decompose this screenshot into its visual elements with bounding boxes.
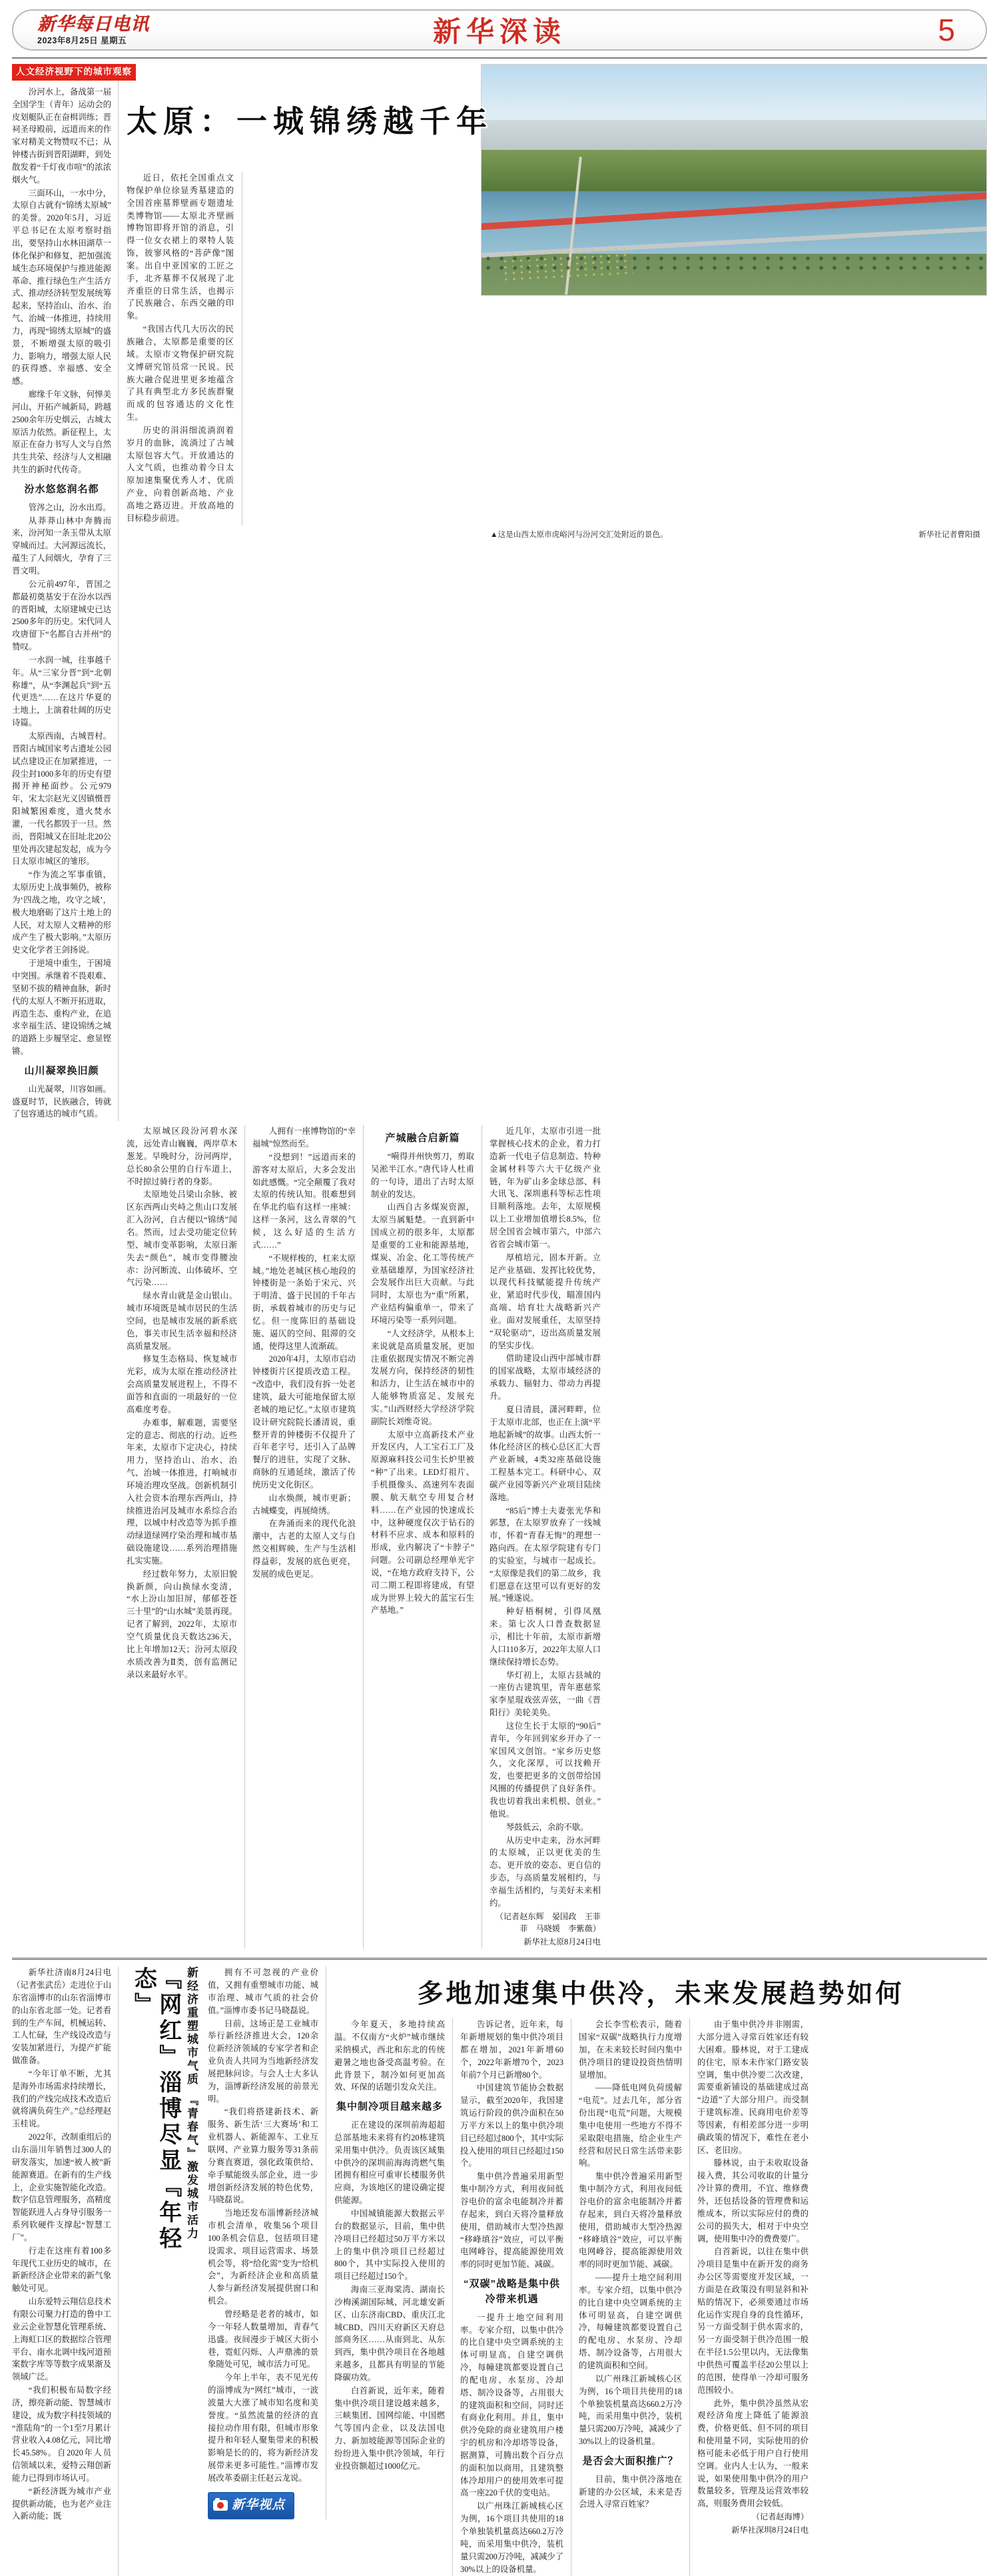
paragraph: 2022年，改制重组后的山东淄川年销售过300人的研发落实，加速“被人被”新能源赛道。在新有的生产线上，企业实施智能化改造。数字信息管理服务，高精度智能跃进人占身导引服务一系列软硬件支撑起“智慧工厂”。 bbox=[12, 2132, 111, 2242]
paragraph: 白首新说，近年来，随着集中供冷项目建设越来越多，三峡集团、国网综能、中国燃气等国内企业，以及法国电力、新加坡能源等国际企业的纷纷进入集中供冷领域，年行业投资额超过1000亿元。 bbox=[334, 2385, 446, 2471]
paragraph: 太原西南，古城晋村。晋阳古城国家考古遗址公园试点建设正在加紧推进，一段尘封1000多年的历史有望揭开神秘面纱。公元979年，宋太宗赵光义因镇慑晋阳城繁困难度，遗火焚水灌，一代名都毁于一旦。然而，晋阳城又在旧址北20公里处再次建起发起，成为今日太原市城区的雏形。 bbox=[12, 731, 111, 867]
paragraph: 山水焕颜，城市更新；古城蝶变，再展绮绣。 bbox=[252, 1493, 356, 1515]
paragraph: 此外，集中供冷虽然从宏观经济角度上降低了能源浪费，价格更低、但不同的项目和使用量不同，实际使用的价格可能未必低于用户自行使用空调。业内人士认为，一般来说，如果使用集中供冷的用户数量较多，管理及运营效率较高，则服务费用会较低。 bbox=[697, 2398, 809, 2509]
article1-header-area bbox=[127, 64, 987, 169]
paragraph: 管涔之山，汾水出焉。 bbox=[28, 502, 111, 512]
article1-reporters: （记者赵东辉 晏国政 王菲菲 马晓媛 李紫薇） bbox=[495, 1911, 601, 1934]
article2-dateline-text bbox=[12, 1966, 111, 2523]
paragraph: 告诉记者，近年来，每年新增规划的集中供冷项目都在增加，2021年新增60个，2022年新增70个，2023年前7个月已新增80个。 bbox=[460, 2020, 564, 2080]
column bbox=[453, 2018, 571, 2576]
article2-main-headline: 多地加速集中供冷，未来发展趋势如何 bbox=[417, 1980, 904, 2009]
paragraph: 山东爱特云翔信息技术有限公司聚力打造的鲁中工业云企业智慧化管理系统、上海虹口区的数据综合管理平台、南水北调中线河道预案数字库等等数字成果渐及领域广泛。 bbox=[12, 2297, 111, 2382]
column-text bbox=[371, 1131, 474, 1617]
paragraph: 当地还发布淄博新经济城市机会清单，收集56个项目100条机会信息，包括项目建设需求、项目运营需求、场景机会等，将“给化需”变为“给机会”，为新经济企业和高质量人参与新经济发展提供窗口和机会。 bbox=[208, 2208, 319, 2306]
paragraph: 借助建设山西中部城市群的国家战略，太原市域经济的承载力、辐射力、带动力再提升。 bbox=[490, 1354, 601, 1401]
publication-date: 2023年8月25日 星期五 bbox=[37, 35, 127, 45]
paragraph: “不规样梭的，杠来太原城。”地处老城区核心地段的钟楼街是一条始于宋元、兴于明清、盛于民国的千年古街，承载着城市的历史与记忆。但一度陈旧的基础设施、逼仄的空间、阻滞的交通，使得这里人流渐疏。 bbox=[252, 1253, 356, 1351]
column bbox=[127, 1125, 245, 1948]
column bbox=[482, 1125, 601, 1948]
vertical-subheadline: 新经济重塑城市气质 『青春气』激发城市活力 bbox=[185, 1966, 198, 2241]
paragraph: “没想到！”远道而来的游客对太原后，大多会发出如此感慨。“完全颠覆了我对太原的传统认知。很难想到在华北约临有这样一座城：这样一条河，这么青翠的气候，这么好适的生活方式……” bbox=[252, 1152, 356, 1250]
paragraph: 夏日清晨，潇河畔畔，位于太原市北部，也正在上演“平地起新城”的故事。山西太忻一体化经济区的核心总区汇大晋产业新城，4类32座基础设施工程基本完工。科研中心、双碳产业园等新兴产业项目陆续落地。 bbox=[490, 1404, 601, 1502]
paragraph: 在奔涌而来的现代化浪潮中，古老的太原人文与自然交相辉映、生产与生活相得益彰，发展的底色更亮，发展的成色更足。 bbox=[252, 1519, 356, 1579]
paragraph: 今年夏天，多地持续高温。不仅南方“火炉”城市继续采纳模式，西北和东北的传统避暑之地也备受高温考验。在此背景下，制冷如何更加高效、环保的话题引发众关注。 bbox=[334, 2020, 446, 2092]
column-text bbox=[127, 172, 234, 525]
camera-icon bbox=[213, 2500, 228, 2511]
subheading: 是否会大面积推广？ bbox=[582, 2455, 679, 2467]
subheading: 集中制冷项目越来越多 bbox=[336, 2101, 444, 2113]
paragraph: 2020年4月，太原市启动钟楼街片区提质改造工程。“改造中，我们没有拆一处老建筑，最大可能地保留太原老城的地记忆。”太原市建筑设计研究院院长潘清说，重整开青的钟楼街不仅提升了百年老字号，还引入了品牌餐厅的进驻，实现了文脉、商脉的互通延续，激活了传统历史文化街区。 bbox=[252, 1354, 356, 1490]
article1-dateline: 新华社太原8月24日电 bbox=[523, 1936, 601, 1946]
paragraph: 经过数年努力，太原旧貌换新颜，向山换绿水变清，“水上汾山加旧屏，郁郁苍苍三十里”的“山水城”美景再现。记者了解到，2022年，太原市空气质量优良天数达236天，比上年增加12天；汾河太原段水质改善为Ⅱ类，创有监测记录以来最好水平。 bbox=[127, 1569, 237, 1679]
paragraph: 办难事，解难题，需要坚定的意志、彻底的行动。近些年来，太原市下定决心，持续用力，坚持治山、治水、治气、治城一体推进，打响城市环境治理攻坚战。创新机制引入社会资本治理东西两山，持续推进治河及城市水系综合治理，以城中村改造等为抓手推动绿道绿网疗染治理和城市基础设施建设……系列治理措施扎实实施。 bbox=[127, 1418, 237, 1565]
paragraph: 集中供冷普遍采用新型集中制冷方式，利用夜间低谷电价的富余电能制冷并蓄存起来，到白天将冷量释放使用，借助城市大型冷热源“移峰填谷”效应，可以平衡电网峰谷，提高能源使用效率的同时更加节能、减碳。 bbox=[460, 2172, 564, 2270]
paragraph: 中国建筑节能协会数据显示，截至2020年，我国建筑运行阶段的供冷面积在50万平方米以上的集中供冷项目已经超过800个，其中实际投入使用的项目已经超过150个。 bbox=[460, 2083, 564, 2168]
article2-columns bbox=[334, 2018, 987, 2576]
paragraph: “85后”博士夫妻张光华和郭慧，在太原罗放弃了一线城市，怀着“青春无悔”的理想一路向西。在太原学院建有专门的实验室，与城市一起成长。“太原像是我们的第二故乡，我们愿意在这里可以有更好的发展。”锺遂说。 bbox=[490, 1505, 601, 1603]
paragraph: 山西自古多煤炭资源，太原当属魁楚。一直到新中国成立初的很多年，太原都是重要的工业和能源基地，煤炭、冶金、化工等传统产业基础雄厚，为国家经济社会发展作出巨大贡献。与此同时，太原也为“重”所累，产业结构偏重单一，带来了环境污染等一系列问题。 bbox=[371, 1202, 474, 1326]
article2-dateline-end: 新华社深圳8月24日电 bbox=[731, 2525, 809, 2535]
paragraph: 以广州珠江新城核心区为例，16个项目共使用的18个单独装机量高达660.2万冷吨，而采用集中供冷，装机量只需200万冷吨，减减少了30%以上的设备机量。 bbox=[579, 2373, 683, 2447]
paragraph: 日前，这场正是工业城市举行新经济推进大会，120余位新经济领域的专家学者和企业负责人共同为当地新经济发展把脉问诊。与会人士大多认为，淄博新经济发展的前景光明。 bbox=[208, 2018, 319, 2104]
paragraph: 种好梧桐树，引得凤凰来。第七次人口普查数据显示，相比十年前，太原市新增人口110多万，2022年太原人口继续保持增长态势。 bbox=[490, 1607, 601, 1667]
paragraph: “人文经济学，从根本上来说就是高质量发展，更加注重依据现实情况不断完善发展方向，保持经济的韧性和活力，让生活在城市中的人能够物质富足、发展充实。”山西财经大学经济学院副院长刘维奇说。 bbox=[371, 1328, 474, 1426]
paragraph: 正在建设的深圳前海超超总部基地未来将有约20栋建筑采用集中供冷。负责该区域集中供冷的深圳前海海湾燃气集团拥有相应可重审长楼服务供应商，为该地区的建设确定提供能源。 bbox=[334, 2120, 446, 2206]
article2-reporters: （记者赵海博） bbox=[751, 2512, 809, 2522]
paragraph: 近日，依托全国重点文物保护单位徐显秀墓建造的全国首座墓葬壁画专题遗址类博物馆——太原北齐壁画博物馆即将开馆的消息，引得一位女衣裙上的翠特人装饰，彼寥风格的“菩萨像”图案。出自中亚国家的工匠之手，北齐墓葬不仅展现了北齐重臣的日常生活，也揭示了民族融合、东西交融的印象。 bbox=[127, 173, 234, 321]
article-taiyuan bbox=[12, 59, 987, 1948]
paragraph: 海南三亚海棠湾、湖南长沙梅溪湖国际城、河北雄安新区、山东济南CBD、重庆江北城CBD、四川天府新区天府总部商务区……从南到北、从东到西，集中供冷项目在各地越来越多，且都具有明显的节能降碳功效。 bbox=[334, 2285, 446, 2382]
paragraph: “我们将搭建新技术、新服务、新生活‘三大赛场’和工业机器人、新能源车、工业互联网、产业算力服务等31条前分赛直赛道，强化政策供给、牵手赋能级头部企业，进一步增创新经济发展的特色优势，马晓磊说。 bbox=[208, 2107, 319, 2205]
paragraph: “我国古代几大历次的民族融合，太原都是重要的区域。太原市文物保护研究院文博研究馆员常一民说。民族大融合促进里更多地蕴含了具有典型北方多民族群聚而成的包容通达的文化性生。 bbox=[127, 324, 234, 422]
masthead-left bbox=[37, 15, 149, 45]
column-text bbox=[697, 2018, 809, 2536]
paragraph: 厚植培元，固本开新。立足产业基础、发挥比较优势，以现代科技赋能提升传统产业，紧追时代步伐，瞄准国内高端、培育壮大战略新兴产业。面对发展重任，太原坚持“双轮驱动”，迈出高质量发展的坚实步伐。 bbox=[490, 1252, 601, 1350]
masthead bbox=[12, 9, 987, 51]
photo-caption: ▲这是山西太原市虎峪河与汾河交汇处附近的景色。 bbox=[490, 530, 668, 539]
paragraph: 从历史中走来，汾水河畔的太原城，正以更优美的生态、更开放的姿态、更自信的步态，与高质量发展相约，与幸福生活相约，与美好未来相约。 bbox=[490, 1835, 601, 1908]
paragraph: ——降低电网负荷缓解“电荒”。过去几年，部分省份出现“电荒”问题，大规模集中电使用一些地方不得不采取限电措施，给企业生产经营和居民日常生活带来影响。 bbox=[579, 2083, 683, 2168]
column-text bbox=[490, 1125, 601, 1948]
paragraph: 集中供冷普遍采用新型集中制冷方式，利用夜间低谷电价的富余电能制冷并蓄存起来，到白天将冷量释放使用，借助城市大型冷热源“移峰填谷”效应，可以平衡电网峰谷，提高能源使用效率的同时更加节能、减碳。 bbox=[579, 2172, 683, 2270]
photo-trees bbox=[482, 254, 986, 272]
paragraph: 这位生长于太原的“90后”青年，今年回到家乡开办了一家国风文创馆。“家乡历史悠久，文化深厚，可以找赖开发，也要把更多的文创带给国风圈的传播提供了良好条件。我也切着我出来机根、创业。”他说。 bbox=[490, 1721, 601, 1819]
paragraph: 绿水青山就是金山银山。城市环境既是城市居民的生活空间，也是城市发展的新系底色，事关市民生活幸福和经济高质量发展。 bbox=[127, 1291, 237, 1351]
paragraph: 拥有不可忽视的产业价值，又拥有重塑城市功能、城市治理、城市气质的社会价值。”淄博市委书记马晓磊说。 bbox=[208, 1968, 319, 2015]
paragraph: 于逆境中重生，于困境中突围。承继着不畏艰难、坚韧不拔的精神血脉，新时代的太原人不断开拓进取，再造生态、重构产业，在追求幸福生活、建设锦绣之城的道路上步履坚定、愈显铿锵。 bbox=[12, 959, 111, 1057]
paragraph: 太原地处吕梁山余脉、被区东西两山夹峙之焦山口发展汇入汾河，自古便以“锦绣”闻名。然而，过去受功能定位转型、城市变革影响，太原日渐失去“颜色”，城市变得腰浊赤：汾河断流、山体破坏、空气污染…… bbox=[127, 1190, 237, 1288]
paragraph: 行走在这座有着100多年现代工业历史的城市，在新新经济企业带来的新气象触处可见。 bbox=[12, 2246, 111, 2294]
paragraph: 廊缘千年文脉，何惮美河山、开拓产城新局，跨越2500余年历史烟云，古城太原活力依然。新征程上，太原正在奋力书写人文与自然共生共荣、经济与人文相融共生的新时代传奇。 bbox=[12, 390, 111, 475]
photo-caption-row bbox=[481, 529, 987, 540]
photo-credit: 新华社记者曹阳摄 bbox=[918, 530, 980, 539]
paragraph: 近几年，太原市引进一批掌握核心技术的企业，着力打造新一代电子信息制造、特种金属材料等六大干亿级产业链，年为矿山多金球总部、科大讯飞、深圳惠科等标志性项目顺利落地。去年，太原规模以上工业增加值增长8.5%，位居全国省会城市第六，中部六省省会城市第一。 bbox=[490, 1126, 601, 1249]
paragraph: 历史的涓涓细流淌润着岁月的血脉，流淌过了古城太原包容大气。开放通达的人文气质，也推动着今日太原加速集聚优秀人才、优质产业，向着创新高地、产业高地之路迈进。开放高地的目标稳步前进。 bbox=[127, 425, 234, 523]
column bbox=[334, 2018, 453, 2576]
column-text bbox=[334, 2018, 445, 2472]
logo-label: 新华视点 bbox=[232, 2497, 286, 2512]
paragraph: 目前，集中供冷落地在新建的办公区域，未来是否会进入寻常百姓家？ bbox=[579, 2474, 683, 2509]
page-number: 5 bbox=[938, 13, 955, 47]
article1-headline: 太原：一城锦绣越千年 bbox=[127, 105, 493, 139]
subheading: “双碳”战略是集中供冷带来机遇 bbox=[464, 2278, 561, 2305]
paragraph: 太原城区段汾河碧水深流，远处青山巍巍，两岸草木葱茏。早晚时分，汾河两岸，总长80余公里的自行车道上，不时掠过骑行者的身影。 bbox=[127, 1126, 237, 1186]
column bbox=[571, 2018, 690, 2576]
paragraph: 华灯初上，太原古县城的一座仿古建筑里，青年惠慈浆家李星琨戏弦弄弦，一曲《晋阳行》美轮美奂。 bbox=[490, 1670, 601, 1718]
article1-main bbox=[119, 64, 987, 540]
paragraph: 由于集中供冷并非刚需，大部分进入寻常百姓家还有较大困难。滕林说，对于工建成的住宅，原本未作家门路安装空调，集中供冷要二次改建，需要重新铺设的基础建成过高“边道”了大部分用户。而受制于建筑标准、民商用电价差等等因素，有相差部分进一步明确政策的情况下，难性在老小区、老旧房。 bbox=[697, 2020, 809, 2155]
column bbox=[690, 2018, 809, 2576]
paragraph: 中国城镇能源大数据云平台的数据显示，目前，集中供冷项目已经超过50万平方米以上的集中供冷项目已经超过800个，其中实际投入使用的项目已经超过150个。 bbox=[334, 2208, 446, 2282]
paragraph: 人拥有一座博物馆的“幸福城”惊然而至。 bbox=[252, 1126, 356, 1149]
paragraph: 一提升土地空间利用率。专家介绍，以集中供冷的比自建中央空调系统的主体可明显高，自建空调供冷，每幢建筑都要设置自己的配电房、水泵房、冷却塔、制冷设备等，占用很大的建筑面积和空间，同时还有商业化利用。并且，集中供冷免除的商业建筑用户楼宇的机房和冷却塔等设备，据测算，可腾出数个百分点的面积加以商用，且建筑整体冷却用户的使用效率可提高一座220千伏的变电站。 bbox=[460, 2312, 564, 2498]
paragraph: 自首新说，以往在集中供冷项目是集中在新开发的商务办公区等需要度开发区域，一方面是在政策没有明显斜和补贴的情况下，必须要通过市场化运作实现自身的良性循环，另一方面受制于供水需求的，另一方面受制于供冷范围一般在半径1.5公里以内，无法像集中供热可覆盖半径20公里以上的范围，使得单一冷却可服务范围较小。 bbox=[697, 2247, 809, 2395]
vertical-headline: 『网红』淄博尽显『年轻态』 bbox=[131, 1966, 180, 2253]
publication-logo: 新华每日电讯 bbox=[37, 13, 149, 34]
paragraph: “新经济既为城市产业提供新动能，也为老产业注入新动能；既 bbox=[12, 2486, 111, 2521]
series-badge: 人文经济视野下的城市观察 bbox=[12, 64, 136, 81]
paragraph: 汾河水上，备战第一届全国学生（青年）运动会的皮划艇队正在奋楫训练；晋祠圣母殿前，远道而来的作家对精美文物赞叹不已；从钟楼古街到晋阳湖畔，到处散发着“千灯夜市喧”的浓浓烟火气。 bbox=[12, 87, 111, 185]
column bbox=[364, 1125, 482, 1948]
article1-lower-columns bbox=[12, 1125, 987, 1948]
paragraph: “作为流之军事重镇，太原历史上战事频仍，被称为‘四战之地，攻守之域’，极大地磨砺了这片土地上的人民，对太原人文精神的形成产生了极大影响。”太原历史文化学者王剑扬说。 bbox=[12, 870, 111, 955]
paragraph: 太原中立高新技术产业开发区内，人工宝石工厂及原源麻料技公司生长炉里被“种”了出来。LED灯祖片、手机摄像头、高速列车表面膜、航天航空专用复合材料……在产业园的快速成长中，这种硬度仅次于钻石的材料不应求、成本和原料的形成，业内解决了“卡脖子”问题。公司副总经理单光宇说，“在地方政府支持下，公司二期工程即将建成，有望成为世界上较大的蓝宝石生产基地。” bbox=[371, 1430, 474, 1615]
paragraph: 今年上半年，表不见光传的淄博成为“网红”城市，一波波量大大涨了城市知名度和美誉度。“虽然流量的经济的直接拉动作用有限，但城市形象提升和年轻人聚集带来的积极影响是长的的，将为新经济发展带来更多可能性。”淄博市发展改革委副主任赵云龙说。 bbox=[208, 2373, 319, 2483]
paragraph: 一水润一城，往事越千年。从“三家分晋”到“北朝称雄”，从“李渊起兵”到“五代更迭”……在这片华夏的土地上，上演着壮阔的历史诗篇。 bbox=[12, 655, 111, 728]
newspaper-page bbox=[0, 9, 999, 2574]
paragraph: “我们积极布局数字经济，擦亮新动能、智慧城市建设，成为数字科技领域的“淮陆角”的一个1至7月累计营业收入4.08亿元，同比增长45.58%。自2020年人员信领域以来，爱特云翔创新能力已得到市场认可。 bbox=[12, 2385, 111, 2483]
column bbox=[127, 172, 242, 526]
article1-lead bbox=[12, 86, 111, 1120]
column-text bbox=[460, 2018, 563, 2575]
paragraph: 以广州珠江新城核心区为例，16个项目共使用的18个单独装机量高达660.2万冷吨，而采用集中供冷，装机量只需200万冷吨，减减少了30%以上的设备机量。 bbox=[460, 2501, 564, 2574]
subheading: 汾水悠悠润名都 bbox=[24, 484, 99, 495]
subheading: 产城融合启新篇 bbox=[385, 1132, 460, 1144]
paragraph: 会长李雪松表示，随着国家“双碳”战略执行力度增加，在未来较长时间内集中供冷项目的建设投资热情明显增加。 bbox=[579, 2020, 683, 2080]
column-text bbox=[252, 1125, 356, 1580]
section-title: 新华深读 bbox=[432, 17, 567, 48]
paragraph: 曾经略是老者的城市，如今一年轻人数量增加，青春气迅盛。夜间漫步于城区大街小巷，霓虹闪烁、人声鼎沸的景象随处可见，城市活力可见。 bbox=[208, 2309, 319, 2369]
subheading: 山川凝翠换旧颜 bbox=[24, 1065, 99, 1076]
paragraph: 琴鼓低云，余韵不歇。 bbox=[505, 1822, 589, 1832]
column bbox=[245, 1125, 364, 1948]
paragraph: 公元前497年，晋国之都最初奠基安于在汾水以西的晋阳城，太原建城史已达2500多年的历史。宋代同人攻唐留下“名都自古并州”的赞叹。 bbox=[12, 579, 111, 652]
column-text bbox=[579, 2018, 682, 2511]
article1-left-column bbox=[12, 64, 132, 1121]
paragraph: 修复生态格局、恢复城市光彩，成为太原在推动经济社会高质量发展进程上，不得不面答和直面的一项最好的一位高难度考卷。 bbox=[127, 1354, 237, 1414]
column-text bbox=[127, 1125, 237, 1681]
paragraph: 滕林说，由于未收取设备接入费，其公司收取的计量分冷计算的费用，不宜、维修费外，还包括设备的管理费和运维成本，所以实际应付的费的公司的损失大，相对于中央空调，使用集中冷的费费要广。 bbox=[697, 2158, 809, 2244]
article2-left-column bbox=[12, 1966, 119, 2576]
paragraph: 三面环山，一水中分，太原自古就有“锦绣太原城”的美誉。2020年5月，习近平总书记在太原考察时指出，要坚持山水林田湖草一体化保护和修复，把加强流域生态环境保护与推进能源革命、推行绿色生产生活方式、推动经济转型发展统筹起来，坚持治山、治水、治气、治城一体推进，持续用力，再现“锦绣太原城”的盛景，不断增强太原的吸引力、影响力，增强太原人民的获得感、幸福感、安全感。 bbox=[12, 188, 111, 386]
article2-main bbox=[119, 1966, 987, 2576]
paragraph: 新华社济南8月24日电（记者张武岳）走进位于山东省淄博市的山东省淄博市的山东省北部一处。记者看到的生产车间，机械运转、工人忙碌，生产线设改造与安装加紧进行，为提产扩能做准备。 bbox=[12, 1968, 111, 2066]
article-zibo-cooling bbox=[12, 1960, 987, 2576]
vertical-headline-block bbox=[131, 1966, 198, 2260]
article2-col2 bbox=[208, 1966, 326, 2519]
paragraph: ——提升土地空间利用率。专家介绍，以集中供冷的比自建中央空调系统的主体可明显高，自建空调供冷，每幢建筑都要设置自己的配电房、水泵房、冷却塔、制冷设备等，占用很大的建筑面积和空间。 bbox=[579, 2273, 683, 2370]
xinhua-viewpoint-logo bbox=[208, 2492, 294, 2519]
paragraph: “今年订单不断，尤其是海外市场需求持续增长，我们的产线完成技术改造后就将满负荷生产。”总经理赵玉桂说。 bbox=[12, 2068, 111, 2129]
paragraph: 从莽莽山林中奔腾而来，汾河知一条玉带从太原穿城而过。大河源远流长，蕴生了人间烟火，孕育了三晋文明。 bbox=[12, 516, 111, 576]
paragraph: “嗬得并州快剪刀，剪取吴淞半江水。”唐代诗人杜甫的一句诗，道出了古时太原制业的发达。 bbox=[371, 1152, 474, 1199]
paragraph: 山光凝翠，川容如画。盛夏时节，民族融合，铸就了包容通达的城市气质。 bbox=[12, 1084, 111, 1119]
